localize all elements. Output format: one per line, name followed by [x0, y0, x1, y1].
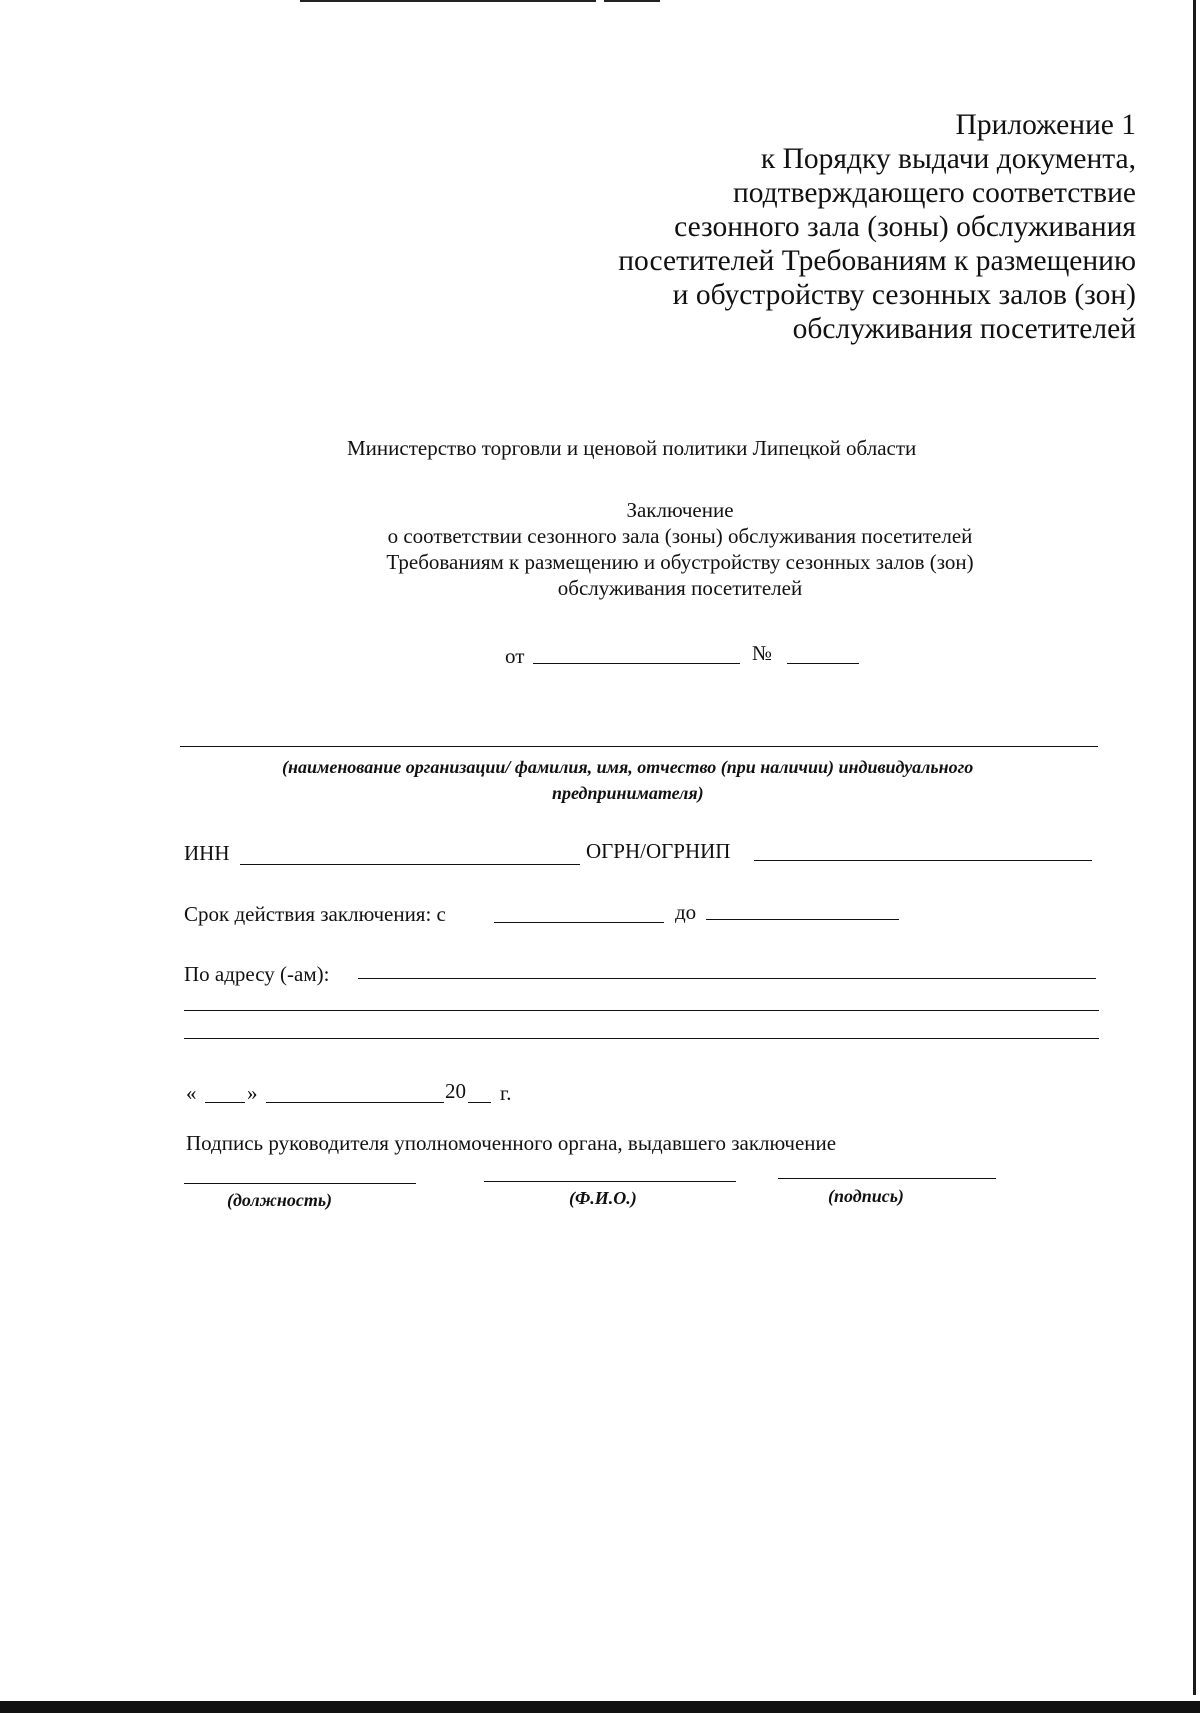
organization-caption-line1: (наименование организации/ фамилия, имя, отчество (при наличии) индивидуального	[282, 757, 974, 777]
organization-field-line[interactable]	[180, 746, 1098, 747]
address-field-line-1[interactable]	[358, 978, 1096, 979]
sign-field-line[interactable]	[778, 1178, 996, 1179]
title-line: Заключение	[626, 498, 734, 522]
address-field-line-3[interactable]	[184, 1038, 1099, 1039]
validity-label: Срок действия заключения: с	[184, 902, 446, 926]
appendix-line: к Порядку выдачи документа,	[760, 143, 1136, 175]
validity-to-field-line[interactable]	[706, 919, 899, 920]
day-field-line[interactable]	[205, 1102, 245, 1103]
scan-artifact-bottom-edge	[0, 1701, 1200, 1713]
name-caption: (Ф.И.О.)	[569, 1188, 637, 1208]
scan-artifact-top-line-short	[604, 0, 660, 2]
inn-label: ИНН	[184, 841, 230, 865]
appendix-line: сезонного зала (зоны) обслуживания	[674, 211, 1136, 243]
title-line: Требованиям к размещению и обустройству сезонных залов (зон)	[386, 550, 974, 574]
year-prefix: 20	[445, 1079, 466, 1103]
day-close-quote: »	[247, 1081, 258, 1105]
number-field-line[interactable]	[787, 663, 859, 664]
name-field-line[interactable]	[484, 1181, 736, 1182]
address-label: По адресу (-ам):	[184, 962, 330, 986]
inn-field-line[interactable]	[240, 864, 580, 865]
appendix-line: обслуживания посетителей	[792, 313, 1136, 345]
appendix-line: и обустройству сезонных залов (зон)	[672, 279, 1136, 311]
position-caption: (должность)	[227, 1190, 333, 1210]
title-line: обслуживания посетителей	[557, 576, 803, 600]
month-field-line[interactable]	[266, 1102, 444, 1103]
ministry-name: Министерство торговли и ценовой политики Липецкой области	[347, 436, 917, 460]
appendix-line: посетителей Требованиям к размещению	[618, 245, 1136, 277]
from-label: от	[505, 644, 525, 668]
day-open-quote: «	[186, 1081, 197, 1105]
ogrn-field-line[interactable]	[754, 860, 1092, 861]
position-field-line[interactable]	[184, 1183, 416, 1184]
sign-caption: (подпись)	[828, 1186, 904, 1206]
year-suffix: г.	[500, 1081, 512, 1105]
title-line: о соответствии сезонного зала (зоны) обслуживания посетителей	[387, 524, 973, 548]
date-field-line[interactable]	[533, 663, 740, 664]
validity-from-field-line[interactable]	[494, 922, 664, 923]
ogrn-label: ОГРН/ОГРНИП	[586, 839, 731, 863]
appendix-line: Приложение 1	[955, 109, 1136, 141]
appendix-header	[618, 108, 1136, 346]
year-field-line[interactable]	[468, 1102, 491, 1103]
address-field-line-2[interactable]	[184, 1010, 1099, 1011]
validity-to-label: до	[675, 900, 697, 924]
organization-caption-line2: предпринимателя)	[552, 783, 704, 803]
scan-artifact-right-edge	[1193, 0, 1196, 1695]
document-title	[80, 497, 1200, 601]
number-label: №	[752, 641, 773, 665]
appendix-line: подтверждающего соответствие	[732, 177, 1136, 209]
scan-artifact-top-line	[300, 0, 596, 2]
signature-heading: Подпись руководителя уполномоченного органа, выдавшего заключение	[186, 1131, 837, 1155]
